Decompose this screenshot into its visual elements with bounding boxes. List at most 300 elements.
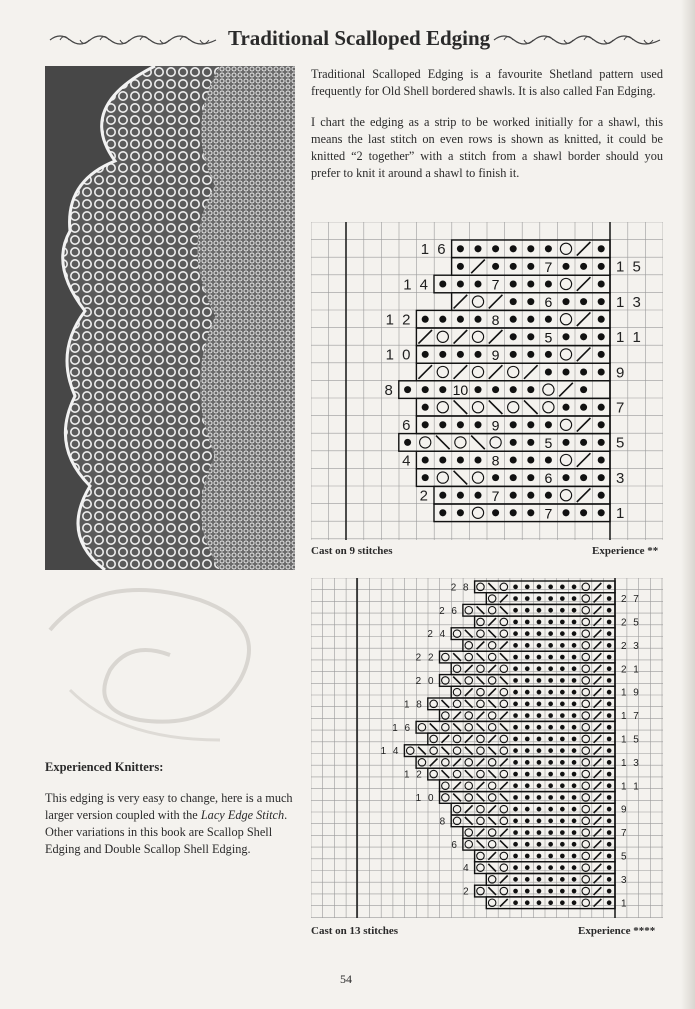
knit-stitch-mark [545, 456, 552, 463]
knit-stitch-mark [492, 263, 499, 270]
knit-stitch-mark [560, 748, 565, 753]
knit-stitch-mark [510, 263, 517, 270]
knit-stitch-mark [572, 854, 577, 859]
knit-stitch-mark [572, 795, 577, 800]
k2tog-mark [454, 330, 468, 344]
knit-stitch-mark [422, 421, 429, 428]
knit-stitch-mark [537, 900, 542, 905]
knit-stitch-mark [607, 900, 612, 905]
knit-stitch-mark [525, 690, 530, 695]
vine-flourish-icon [492, 30, 662, 50]
knit-stitch-mark [548, 830, 553, 835]
knit-stitch-mark [548, 666, 553, 671]
knit-stitch-mark [525, 702, 530, 707]
knit-stitch-mark [492, 245, 499, 252]
knit-stitch-mark [537, 772, 542, 777]
knit-stitch-mark [607, 807, 612, 812]
knit-stitch-mark [548, 807, 553, 812]
k2tog-mark [489, 330, 503, 344]
knit-stitch-mark [580, 298, 587, 305]
knit-stitch-mark [510, 333, 517, 340]
knit-stitch-mark [607, 725, 612, 730]
yarn-over-mark [437, 472, 448, 483]
knit-stitch-mark [607, 596, 612, 601]
row-number-label: 1 0 [385, 346, 413, 364]
knit-stitch-mark [562, 298, 569, 305]
row-number-label: 6 [451, 839, 459, 851]
knit-stitch-mark [537, 666, 542, 671]
knit-stitch-mark [560, 865, 565, 870]
knit-stitch-mark [562, 439, 569, 446]
row-number-label: 1 9 [621, 687, 641, 699]
knit-stitch-mark [598, 280, 605, 287]
knit-stitch-mark [439, 421, 446, 428]
knit-stitch-mark [572, 655, 577, 660]
yarn-over-mark [490, 437, 501, 448]
knit-stitch-mark [562, 368, 569, 375]
knit-stitch-mark [562, 474, 569, 481]
knit-stitch-mark [545, 245, 552, 252]
knit-stitch-mark [572, 702, 577, 707]
knit-stitch-mark [562, 263, 569, 270]
knit-stitch-mark [510, 421, 517, 428]
knit-stitch-mark [548, 889, 553, 894]
row-number-label: 2 3 [621, 640, 641, 652]
row-number-label: 8 [384, 381, 395, 399]
row-number-label: 1 4 [380, 746, 401, 758]
knit-stitch-mark [607, 772, 612, 777]
k2tog-mark [559, 383, 573, 397]
knit-stitch-mark [598, 492, 605, 499]
knit-stitch-mark [598, 439, 605, 446]
knit-stitch-mark [527, 280, 534, 287]
knit-stitch-mark [525, 854, 530, 859]
knit-stitch-mark [580, 509, 587, 516]
knit-stitch-mark [607, 702, 612, 707]
lace-edging-photo [45, 66, 295, 570]
knit-stitch-mark [545, 368, 552, 375]
knit-stitch-mark [580, 439, 587, 446]
knit-stitch-mark [607, 865, 612, 870]
knit-stitch-mark [510, 386, 517, 393]
k2tog-mark [471, 260, 485, 274]
ssk-mark [524, 400, 538, 414]
knit-stitch-mark [598, 456, 605, 463]
row-number-label: 1 [616, 505, 627, 523]
knit-stitch-mark [537, 783, 542, 788]
knit-stitch-mark [537, 678, 542, 683]
knit-stitch-mark [537, 631, 542, 636]
knit-stitch-mark [513, 585, 518, 590]
knit-stitch-mark [562, 509, 569, 516]
knit-stitch-mark [457, 280, 464, 287]
knit-stitch-mark [510, 492, 517, 499]
repeat-count-mark: 6 [544, 470, 553, 487]
knit-stitch-mark [513, 702, 518, 707]
knit-stitch-mark [525, 631, 530, 636]
knit-stitch-mark [560, 620, 565, 625]
knit-stitch-mark [527, 492, 534, 499]
knit-stitch-mark [525, 678, 530, 683]
knit-stitch-mark [560, 795, 565, 800]
vine-flourish-icon [48, 30, 218, 50]
yarn-over-mark [437, 331, 448, 342]
knit-stitch-mark [580, 368, 587, 375]
knit-stitch-mark [560, 655, 565, 660]
knit-stitch-mark [548, 783, 553, 788]
yarn-over-mark [472, 507, 483, 518]
knit-stitch-mark [474, 245, 481, 252]
knit-stitch-mark [560, 737, 565, 742]
knit-stitch-mark [513, 631, 518, 636]
yarn-over-mark [420, 437, 431, 448]
knit-stitch-mark [439, 456, 446, 463]
repeat-count-mark: 7 [491, 487, 500, 504]
knit-stitch-mark [607, 620, 612, 625]
knit-stitch-mark [537, 877, 542, 882]
knit-stitch-mark [548, 772, 553, 777]
knit-stitch-mark [560, 783, 565, 788]
knit-stitch-mark [525, 608, 530, 613]
knit-stitch-mark [560, 643, 565, 648]
knit-stitch-mark [548, 608, 553, 613]
row-number-label: 1 [621, 898, 629, 910]
knit-stitch-mark [607, 585, 612, 590]
row-number-label: 2 0 [415, 675, 436, 687]
knit-stitch-mark [422, 474, 429, 481]
knit-stitch-mark [492, 509, 499, 516]
yarn-over-mark [560, 454, 571, 465]
row-number-label: 2 6 [439, 605, 459, 617]
knit-stitch-mark [525, 830, 530, 835]
knit-stitch-mark [572, 725, 577, 730]
repeat-count-mark: 9 [491, 347, 500, 364]
knit-stitch-mark [537, 854, 542, 859]
knit-stitch-mark [572, 678, 577, 683]
knit-stitch-mark [607, 608, 612, 613]
knit-stitch-mark [545, 351, 552, 358]
knit-stitch-mark [572, 900, 577, 905]
row-number-label: 1 4 [403, 276, 430, 294]
page-title: Traditional Scalloped Edging [228, 26, 491, 50]
knit-stitch-mark [607, 737, 612, 742]
row-number-label: 1 3 [616, 293, 643, 311]
row-number-label: 1 6 [392, 722, 413, 734]
knit-stitch-mark [545, 421, 552, 428]
knit-stitch-mark [527, 474, 534, 481]
k2tog-mark [418, 330, 432, 344]
row-number-label: 2 2 [415, 652, 436, 664]
knit-stitch-mark [560, 854, 565, 859]
knit-stitch-mark [457, 421, 464, 428]
knit-stitch-mark [548, 631, 553, 636]
knit-stitch-mark [548, 737, 553, 742]
repeat-count-mark: 8 [491, 452, 500, 469]
knit-stitch-mark [560, 713, 565, 718]
knit-stitch-mark [572, 585, 577, 590]
knit-stitch-mark [560, 585, 565, 590]
yarn-over-mark [543, 402, 554, 413]
knit-stitch-mark [548, 678, 553, 683]
row-number-label: 1 2 [403, 769, 424, 781]
knit-stitch-mark [510, 245, 517, 252]
knit-stitch-mark [525, 760, 530, 765]
knit-stitch-mark [572, 842, 577, 847]
knit-stitch-mark [510, 509, 517, 516]
row-number-label: 2 7 [621, 594, 641, 606]
knit-stitch-mark [525, 585, 530, 590]
knit-stitch-mark [527, 509, 534, 516]
k2tog-mark [577, 488, 591, 502]
knit-stitch-mark [527, 351, 534, 358]
knit-stitch-mark [572, 690, 577, 695]
knit-stitch-mark [527, 245, 534, 252]
knit-stitch-mark [560, 760, 565, 765]
knit-stitch-mark [527, 298, 534, 305]
knit-stitch-mark [537, 760, 542, 765]
knit-stitch-mark [422, 404, 429, 411]
knit-stitch-mark [513, 772, 518, 777]
knit-stitch-mark [537, 620, 542, 625]
knit-stitch-mark [537, 585, 542, 590]
knit-stitch-mark [527, 456, 534, 463]
knit-stitch-mark [572, 807, 577, 812]
k2tog-mark [418, 365, 432, 379]
row-number-label: 1 6 [420, 241, 448, 259]
knit-stitch-mark [548, 854, 553, 859]
knit-stitch-mark [572, 631, 577, 636]
experienced-body-start: This edging is very easy to change, here is a much larger version coupled with the [45, 791, 293, 822]
chart2-cast-on-caption: Cast on 13 stitches [311, 925, 399, 937]
knit-stitch-mark [513, 678, 518, 683]
knit-stitch-mark [598, 509, 605, 516]
knit-stitch-mark [457, 263, 464, 270]
row-number-label: 2 [463, 886, 471, 898]
knit-stitch-mark [572, 737, 577, 742]
knit-stitch-mark [537, 819, 542, 824]
knit-stitch-mark [598, 298, 605, 305]
knit-stitch-mark [525, 643, 530, 648]
repeat-count-mark: 7 [491, 276, 500, 293]
ssk-mark [454, 471, 468, 485]
row-number-label: 1 7 [621, 711, 641, 723]
knit-stitch-mark [607, 830, 612, 835]
knit-stitch-mark [439, 351, 446, 358]
knit-stitch-mark [607, 666, 612, 671]
knitting-chart-1 [311, 222, 663, 540]
intro-text [311, 66, 663, 196]
knit-stitch-mark [537, 737, 542, 742]
knit-stitch-mark [513, 760, 518, 765]
knit-stitch-mark [607, 678, 612, 683]
knit-stitch-mark [525, 748, 530, 753]
swirl-decoration-icon [40, 570, 300, 760]
yarn-over-mark [472, 296, 483, 307]
knit-stitch-mark [607, 713, 612, 718]
knit-stitch-mark [607, 854, 612, 859]
knit-stitch-mark [537, 655, 542, 660]
knit-stitch-mark [525, 865, 530, 870]
row-number-label: 7 [616, 399, 627, 417]
knit-stitch-mark [439, 316, 446, 323]
knit-stitch-mark [422, 456, 429, 463]
knit-stitch-mark [525, 783, 530, 788]
knit-stitch-mark [527, 421, 534, 428]
row-number-label: 4 [463, 863, 471, 875]
knit-stitch-mark [457, 351, 464, 358]
knit-stitch-mark [457, 245, 464, 252]
knit-stitch-mark [537, 842, 542, 847]
knit-stitch-mark [439, 280, 446, 287]
knit-stitch-mark [525, 842, 530, 847]
knit-stitch-mark [525, 620, 530, 625]
knit-stitch-mark [562, 404, 569, 411]
knit-stitch-mark [598, 351, 605, 358]
knit-stitch-mark [548, 865, 553, 870]
knit-stitch-mark [560, 830, 565, 835]
knit-stitch-mark [537, 713, 542, 718]
knit-stitch-mark [548, 620, 553, 625]
k2tog-mark [577, 242, 591, 256]
knit-stitch-mark [474, 386, 481, 393]
title-row [0, 26, 695, 58]
knit-stitch-mark [607, 748, 612, 753]
knit-stitch-mark [513, 690, 518, 695]
knit-stitch-mark [537, 596, 542, 601]
experienced-body-end: . Other variations in this book are Scallop Shell Edging and Double Scallop Shell Edging. [45, 808, 288, 856]
k2tog-mark [454, 365, 468, 379]
row-number-label: 8 [439, 816, 448, 828]
knit-stitch-mark [572, 643, 577, 648]
row-number-label: 1 0 [415, 792, 436, 804]
knit-stitch-mark [474, 280, 481, 287]
ssk-mark [436, 436, 450, 450]
yarn-over-mark [560, 243, 571, 254]
knit-stitch-mark [572, 713, 577, 718]
lacy-edge-stitch-reference: Lacy Edge Stitch [200, 808, 285, 822]
knit-stitch-mark [572, 830, 577, 835]
row-number-label: 1 5 [621, 734, 641, 746]
knit-stitch-mark [510, 298, 517, 305]
knit-stitch-mark [598, 421, 605, 428]
knit-stitch-mark [580, 474, 587, 481]
knit-stitch-mark [513, 807, 518, 812]
knit-stitch-mark [580, 404, 587, 411]
knit-stitch-mark [513, 596, 518, 601]
row-number-label: 2 [419, 487, 430, 505]
knit-stitch-mark [607, 643, 612, 648]
knit-stitch-mark [474, 351, 481, 358]
knit-stitch-mark [537, 702, 542, 707]
yarn-over-mark [472, 402, 483, 413]
row-number-label: 1 3 [621, 757, 641, 769]
knit-stitch-mark [510, 351, 517, 358]
knit-stitch-mark [422, 316, 429, 323]
knit-stitch-mark [548, 725, 553, 730]
knit-stitch-mark [562, 333, 569, 340]
yarn-over-mark [472, 472, 483, 483]
knit-stitch-mark [439, 509, 446, 516]
knit-stitch-mark [548, 713, 553, 718]
knit-stitch-mark [513, 795, 518, 800]
knit-stitch-mark [527, 386, 534, 393]
knit-stitch-mark [537, 690, 542, 695]
knit-stitch-mark [545, 492, 552, 499]
knit-stitch-mark [525, 819, 530, 824]
knit-stitch-mark [510, 474, 517, 481]
knit-stitch-mark [580, 386, 587, 393]
row-number-label: 2 8 [450, 582, 471, 594]
knit-stitch-mark [439, 492, 446, 499]
k2tog-mark [577, 418, 591, 432]
knit-stitch-mark [537, 865, 542, 870]
knit-stitch-mark [422, 386, 429, 393]
knit-stitch-mark [525, 596, 530, 601]
yarn-over-mark [543, 384, 554, 395]
ssk-mark [489, 400, 503, 414]
knit-stitch-mark [572, 819, 577, 824]
knit-stitch-mark [607, 783, 612, 788]
knit-stitch-mark [537, 725, 542, 730]
knit-stitch-mark [510, 316, 517, 323]
yarn-over-mark [560, 419, 571, 430]
knit-stitch-mark [537, 795, 542, 800]
knit-stitch-mark [548, 585, 553, 590]
knit-stitch-mark [525, 877, 530, 882]
yarn-over-mark [560, 349, 571, 360]
knit-stitch-mark [513, 865, 518, 870]
chart1-experience-caption: Experience ** [592, 545, 659, 557]
knit-stitch-mark [548, 842, 553, 847]
knit-stitch-mark [607, 690, 612, 695]
knit-stitch-mark [572, 772, 577, 777]
knit-stitch-mark [607, 877, 612, 882]
repeat-count-mark: 7 [544, 259, 553, 276]
knit-stitch-mark [548, 655, 553, 660]
repeat-count-mark: 6 [544, 294, 553, 311]
k2tog-mark [454, 295, 468, 309]
knit-stitch-mark [525, 655, 530, 660]
knit-stitch-mark [560, 889, 565, 894]
knit-stitch-mark [525, 713, 530, 718]
repeat-count-mark: 7 [544, 505, 553, 522]
knit-stitch-mark [537, 807, 542, 812]
page-number: 54 [340, 972, 352, 986]
yarn-over-mark [455, 437, 466, 448]
knit-stitch-mark [513, 737, 518, 742]
knit-stitch-mark [513, 608, 518, 613]
knit-stitch-mark [572, 877, 577, 882]
repeat-count-mark: 9 [491, 417, 500, 434]
row-number-label: 2 4 [427, 629, 448, 641]
knit-stitch-mark [548, 900, 553, 905]
chart1-cast-on-caption: Cast on 9 stitches [311, 545, 393, 557]
knit-stitch-mark [513, 713, 518, 718]
knit-stitch-mark [580, 333, 587, 340]
knit-stitch-mark [572, 760, 577, 765]
experienced-heading: Experienced Knitters: [45, 760, 164, 774]
knit-stitch-mark [527, 316, 534, 323]
k2tog-mark [577, 453, 591, 467]
row-number-label: 6 [402, 417, 413, 435]
knit-stitch-mark [513, 748, 518, 753]
knit-stitch-mark [474, 316, 481, 323]
yarn-over-mark [472, 331, 483, 342]
knit-stitch-mark [607, 655, 612, 660]
yarn-over-mark [437, 402, 448, 413]
knit-stitch-mark [525, 737, 530, 742]
knit-stitch-mark [572, 748, 577, 753]
